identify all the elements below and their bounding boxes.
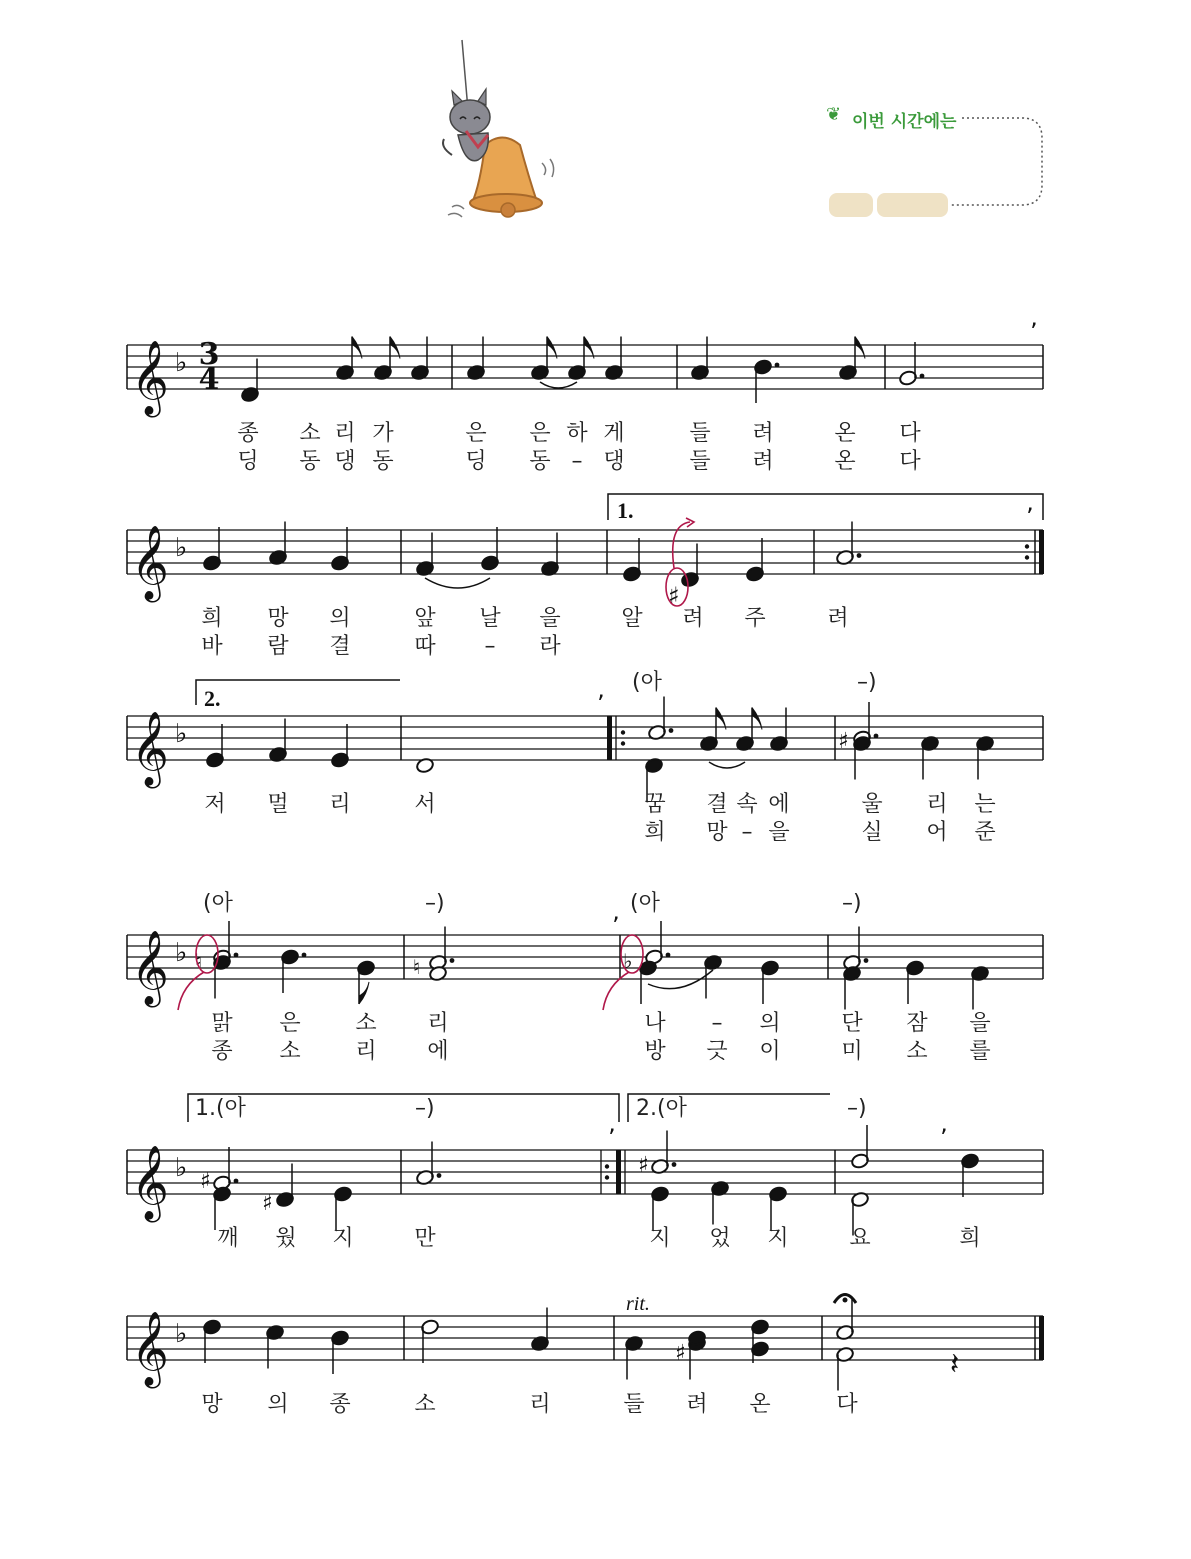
lyric-syllable: 려 [686,1392,708,1417]
lyric-syllable: 은 [529,421,551,446]
lyric-syllable: 온 [834,421,856,446]
lyric-syllable: 멀 [267,792,289,817]
lyric-syllable: 려 [752,449,774,474]
repeat-barline [616,1150,621,1194]
time-signature-top: 3 [198,337,220,372]
lyric-syllable: 려 [682,606,704,631]
lyric-syllable: 울 [861,792,883,817]
vocalise-label: 2.(아 [636,1096,687,1121]
lyric-syllable: 소 [906,1039,928,1064]
lyric-syllable: 깨 [217,1226,239,1251]
note-dot [234,953,239,958]
lyric-syllable: 들 [689,449,711,474]
repeat-dot [621,730,625,734]
lyric-syllable: 을 [768,820,790,845]
lyric-syllable: 긋 [706,1039,728,1064]
breath-mark: ’ [597,690,605,718]
lyric-syllable: 방 [644,1039,666,1064]
lyric-syllable: 희 [959,1226,981,1251]
lyric-syllable: 소 [414,1392,436,1417]
lyric-syllable: 을 [969,1011,991,1036]
lyric-syllable: 바 [201,634,223,659]
lyric-syllable: 결 [706,792,728,817]
tie [709,762,745,768]
lyric-syllable: – [711,1011,723,1036]
lyric-syllable: 을 [539,606,561,631]
treble-clef-icon: 𝄞 [131,1146,169,1220]
lyric-syllable: 어 [926,820,948,845]
lyric-syllable: 딩 [465,449,487,474]
note-flag [352,337,362,359]
flat-icon: ♭ [175,348,188,378]
lyric-syllable: 맑 [211,1011,233,1036]
repeat-dot [621,741,625,745]
breath-mark: ’ [612,912,620,940]
lyric-syllable: 주 [744,606,766,631]
lesson-title: 이번 시간에는 [852,112,957,132]
lyric-syllable: – [484,634,496,659]
sharp-icon: ♯ [200,1169,211,1194]
vocalise-label: 1.(아 [195,1096,246,1121]
lyric-syllable: 의 [329,606,351,631]
note-flag [716,708,726,730]
breath-mark: ’ [940,1124,948,1152]
lyric-syllable: 려 [752,421,774,446]
volta-bracket [196,680,400,705]
annotation-arrow [603,972,629,1010]
lyric-syllable: 소 [355,1011,377,1036]
volta-bracket [188,1094,619,1122]
volta-bracket [608,494,1043,523]
note-flag [359,982,369,1004]
treble-clef-icon: 𝄞 [131,526,169,600]
lyric-syllable: 은 [465,421,487,446]
note-dot [920,374,925,379]
flat-icon: ♭ [623,949,633,973]
breath-mark: ’ [608,1124,616,1152]
sprout-icon: ❦ [826,104,842,125]
lyric-syllable: 희 [644,820,666,845]
flat-icon: ♭ [175,719,188,749]
lyric-syllable: 단 [841,1011,863,1036]
repeat-dot [605,1175,609,1179]
note-dot [234,1179,239,1184]
volta-second-label: 2. [204,686,221,711]
sharp-icon: ♯ [638,1153,649,1178]
lyric-syllable: 소 [299,421,321,446]
repeat-dot [605,1164,609,1168]
quarter-rest-icon: 𝄽 [950,1347,960,1382]
lyric-syllable: 리 [427,1011,449,1036]
note-dot [666,953,671,958]
lyric-syllable: 리 [329,792,351,817]
lyric-syllable: 지 [767,1226,789,1251]
time-signature-bottom: 4 [198,362,220,397]
lyric-syllable: 를 [969,1039,991,1064]
vocalise-label: (아 [632,670,662,695]
lyric-syllable: 댕 [334,449,356,474]
flat-icon: ♭ [175,1319,188,1349]
lyric-syllable: 소 [279,1039,301,1064]
lyric-syllable: 잠 [906,1011,928,1036]
lyric-syllable: 동 [529,449,551,474]
lyric-syllable: 다 [899,421,921,446]
lyric-syllable: 실 [861,820,883,845]
lyric-syllable: 의 [267,1392,289,1417]
lyric-syllable: 댕 [603,449,625,474]
repeat-dot [1025,544,1029,548]
lyric-syllable: 리 [355,1039,377,1064]
lyric-syllable: 지 [332,1226,354,1251]
lyric-syllable: – [741,820,753,845]
treble-clef-icon: 𝄞 [131,931,169,1005]
lyric-syllable: 동 [372,449,394,474]
lyric-syllable: 앞 [414,606,436,631]
lyric-syllable: 들 [689,421,711,446]
lyric-syllable: 따 [414,634,436,659]
lyric-syllable: 었 [709,1226,731,1251]
lyric-syllable: 에 [427,1039,449,1064]
flat-icon: ♭ [175,533,188,563]
lyric-syllable: 라 [539,634,561,659]
note-dot [864,958,869,963]
repeat-barline [607,716,612,760]
note-flag [390,337,400,359]
note-dot [857,553,862,558]
lyric-syllable: 종 [329,1392,351,1417]
tie [540,382,577,388]
lyric-syllable: 다 [899,449,921,474]
lyric-syllable: 속 [736,792,758,817]
lyric-syllable: 의 [759,1011,781,1036]
vocalise-label: –) [425,891,445,916]
lyric-syllable: 종 [237,421,259,446]
note-dot [302,953,307,958]
lyric-syllable: 리 [926,792,948,817]
note-flag [547,337,557,359]
lyric-syllable: 가 [372,421,394,446]
natural-icon: ♮ [413,955,421,979]
lyric-syllable: 에 [768,792,790,817]
sharp-icon: ♯ [838,729,849,754]
lyric-syllable: 온 [749,1392,771,1417]
lyric-syllable: 리 [529,1392,551,1417]
lyric-syllable: 날 [479,606,501,631]
treble-clef-icon: 𝄞 [131,1312,169,1386]
treble-clef-icon: 𝄞 [131,341,169,415]
lyric-syllable: 알 [621,606,643,631]
fermata-dot [843,1298,848,1303]
vocalise-label: –) [842,891,862,916]
final-barline [1039,1316,1044,1360]
slur [425,578,490,588]
note-flag [855,337,865,359]
note-flag [584,337,594,359]
treble-clef-icon: 𝄞 [131,712,169,786]
note-dot [874,734,879,739]
annotation-arrow [673,522,690,568]
note-dot [437,1173,442,1178]
lyric-syllable: 저 [204,792,226,817]
lyric-syllable: 망 [201,1392,223,1417]
sharp-icon: ♯ [668,582,680,610]
tempo-marking: rit. [626,1293,650,1315]
lyric-syllable: 나 [644,1011,666,1036]
final-barline [1039,530,1044,574]
natural-icon: ♮ [195,949,203,973]
note-flag [752,708,762,730]
vocalise-label: (아 [203,891,233,916]
lyric-syllable: 하 [566,421,588,446]
lyric-syllable: 만 [414,1226,436,1251]
lyric-syllable: – [571,449,583,474]
lyric-syllable: 리 [334,421,356,446]
lyric-syllable: 결 [329,634,351,659]
lyric-syllable: 지 [649,1226,671,1251]
vocalise-label: –) [415,1096,435,1121]
lyric-syllable: 요 [849,1226,871,1251]
lyric-syllable: 다 [836,1392,858,1417]
lyric-syllable: 동 [299,449,321,474]
lyric-syllable: 이 [759,1039,781,1064]
annotation-arrow [178,972,204,1010]
vocalise-label: (아 [630,891,660,916]
sharp-icon: ♯ [262,1191,273,1216]
note-dot [775,363,780,368]
lyric-syllable: 는 [974,792,996,817]
lyric-syllable: 종 [211,1039,233,1064]
repeat-dot [1025,555,1029,559]
lyric-syllable: 웠 [275,1226,297,1251]
vocalise-label: –) [847,1096,867,1121]
vocalise-label: –) [857,670,877,695]
lyric-syllable: 려 [827,606,849,631]
lyric-syllable: 준 [974,820,996,845]
lyric-syllable: 게 [603,421,625,446]
lyric-syllable: 들 [623,1392,645,1417]
lyric-syllable: 미 [841,1039,863,1064]
volta-first-label: 1. [617,498,634,523]
lyric-syllable: 딩 [237,449,259,474]
lyric-syllable: 꿈 [644,792,666,817]
lyric-syllable: 희 [201,606,223,631]
note-dot [669,728,674,733]
sharp-icon: ♯ [675,1341,686,1366]
lyric-syllable: 온 [834,449,856,474]
lyric-syllable: 서 [414,792,436,817]
flat-icon: ♭ [175,938,188,968]
lyric-syllable: 은 [279,1011,301,1036]
breath-mark: ’ [1026,503,1034,531]
lyric-syllable: 람 [267,634,289,659]
lyric-syllable: 망 [706,820,728,845]
flat-icon: ♭ [175,1153,188,1183]
note-dot [450,958,455,963]
note-dot [672,1162,677,1167]
lyric-syllable: 망 [267,606,289,631]
breath-mark: ’ [1030,318,1038,346]
